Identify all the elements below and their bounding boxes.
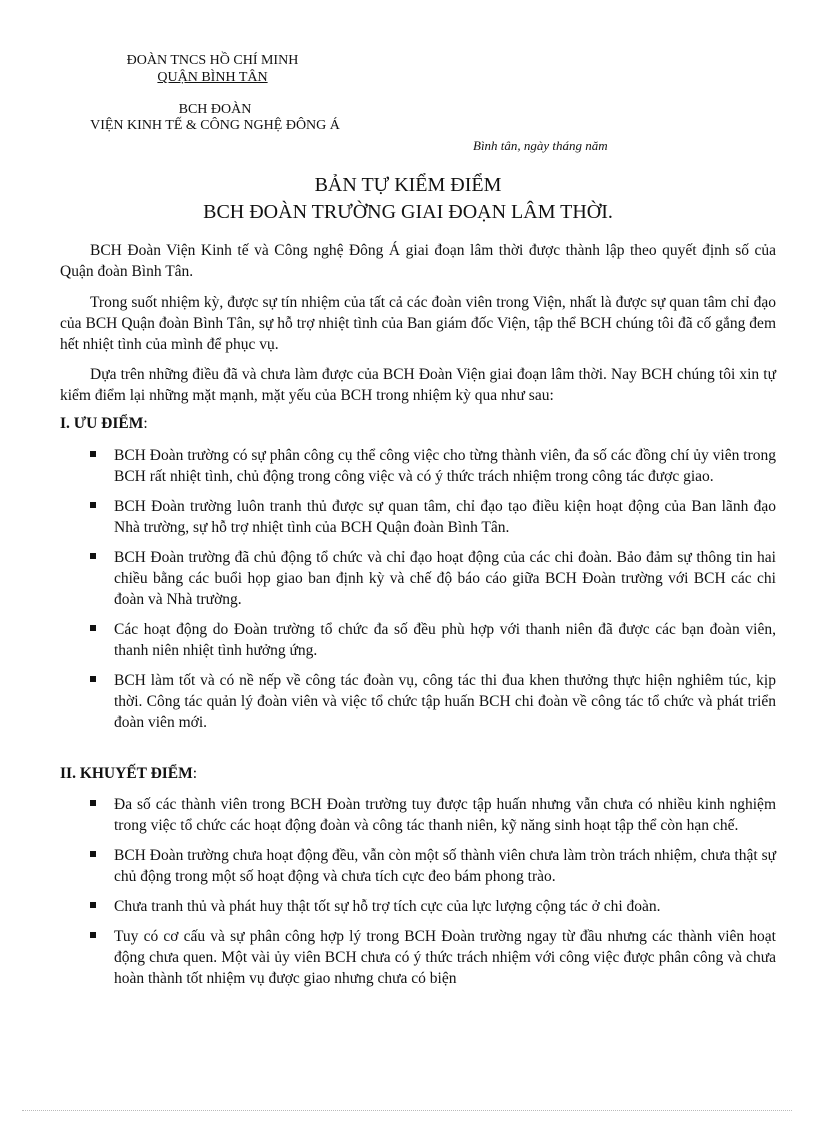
list-item-text: BCH Đoàn trường chưa hoạt động đều, vẫn còn một số thành viên chưa làm tròn trách nhiệm, chưa thật sự chủ động trong một số hoạt động và chưa tích cực đeo bám phong trào.	[114, 847, 776, 885]
date-line: Bình tân, ngày tháng năm	[473, 138, 608, 153]
strengths-list	[60, 445, 776, 742]
list-item-text: BCH làm tốt và có nề nếp về công tác đoàn vụ, công tác thi đua khen thưởng thực hiện nghiêm túc, kịp thời. Công tác quản lý đoàn viên và việc tổ chức tập huấn BCH chi đoàn về công tác tổ chức và phát triển đoàn viên mới.	[114, 672, 776, 731]
square-bullet-icon	[90, 502, 96, 508]
institute-name: VIỆN KINH TẾ & CÔNG NGHỆ ĐÔNG Á	[90, 118, 340, 133]
section-heading-strengths	[60, 415, 148, 433]
square-bullet-icon	[90, 625, 96, 631]
square-bullet-icon	[90, 800, 96, 806]
section-heading-text: II. KHUYẾT ĐIỂM	[60, 765, 193, 782]
document-title: BẢN TỰ KIỂM ĐIỂM	[314, 174, 502, 196]
square-bullet-icon	[90, 676, 96, 682]
intro-paragraph: BCH Đoàn Viện Kinh tế và Công nghệ Đông Á giai đoạn lâm thời được thành lập theo quyết định số của Quận đoàn Bình Tân.	[60, 242, 776, 280]
weaknesses-list	[60, 794, 776, 998]
org-name: ĐOÀN TNCS HỒ CHÍ MINH	[126, 53, 299, 68]
square-bullet-icon	[90, 851, 96, 857]
list-item	[60, 670, 776, 733]
square-bullet-icon	[90, 932, 96, 938]
section-heading-colon: :	[143, 415, 148, 432]
list-item	[60, 845, 776, 887]
list-item	[60, 445, 776, 487]
list-item-text: BCH Đoàn trường đã chủ động tổ chức và chỉ đạo hoạt động của các chi đoàn. Bảo đảm sự thông tin hai chiều bằng các buổi họp giao ban định kỳ và chế độ báo cáo giữa BCH Đoàn trường với BCH các chi đoàn và Nhà trường.	[114, 549, 776, 608]
district-name-text: QUẬN BÌNH TÂN	[157, 70, 268, 85]
section-heading-colon: :	[192, 765, 198, 782]
section-heading-text: I. ƯU ĐIỂM	[60, 415, 144, 432]
district-name	[105, 69, 320, 86]
list-item-text: Đa số các thành viên trong BCH Đoàn trường tuy được tập huấn nhưng vẫn chưa có nhiều kinh nghiệm trong việc tổ chức các hoạt động đoàn và công tác thanh niên, kỹ năng sinh hoạt tập thể còn hạn chế.	[114, 796, 776, 834]
list-item-text: Tuy có cơ cấu và sự phân công hợp lý trong BCH Đoàn trường ngay từ đầu nhưng các thành viên hoạt động chưa quen. Một vài ủy viên BCH chưa có ý thức trách nhiệm với công việc được phân công và chưa hoàn thành tốt nhiệm vụ được giao nhưng chưa có biện	[114, 928, 776, 987]
list-item-text: BCH Đoàn trường luôn tranh thủ được sự quan tâm, chỉ đạo tạo điều kiện hoạt động của Ban lãnh đạo Nhà trường, sự hỗ trợ nhiệt tình của BCH Quận đoàn Bình Tân.	[114, 498, 776, 536]
list-item	[60, 547, 776, 610]
committee-name: BCH ĐOÀN	[178, 102, 252, 117]
list-item-text: BCH Đoàn trường có sự phân công cụ thể công việc cho từng thành viên, đa số các đồng chí ủy viên trong BCH rất nhiệt tình, chủ động trong công việc và có ý thức trách nhiệm trong công tác được giao.	[114, 447, 776, 485]
list-item	[60, 619, 776, 661]
list-item	[60, 496, 776, 538]
list-item-text: Các hoạt động do Đoàn trường tổ chức đa số đều phù hợp với thanh niên đã được các bạn đoàn viên, thanh niên nhiệt tình hưởng ứng.	[114, 621, 776, 659]
document-subtitle: BCH ĐOÀN TRƯỜNG GIAI ĐOẠN LÂM THỜI.	[203, 201, 613, 223]
list-item-text: Chưa tranh thủ và phát huy thật tốt sự hỗ trợ tích cực của lực lượng cộng tác ở chi đoàn.	[114, 898, 661, 915]
list-item	[60, 794, 776, 836]
section-heading-weaknesses	[60, 765, 197, 783]
square-bullet-icon	[90, 553, 96, 559]
intro-paragraph: Dựa trên những điều đã và chưa làm được của BCH Đoàn Viện giai đoạn lâm thời. Nay BCH chúng tôi xin tự kiểm điểm lại những mặt mạnh, mặt yếu của BCH trong nhiệm kỳ qua như sau:	[60, 366, 776, 404]
square-bullet-icon	[90, 902, 96, 908]
list-item	[60, 896, 776, 917]
square-bullet-icon	[90, 451, 96, 457]
page-divider	[22, 1110, 792, 1111]
list-item	[60, 926, 776, 989]
intro-paragraph: Trong suốt nhiệm kỳ, được sự tín nhiệm của tất cả các đoàn viên trong Viện, nhất là được sự quan tâm chỉ đạo của BCH Quận đoàn Bình Tân, sự hỗ trợ nhiệt tình của Ban giám đốc Viện, tập thể BCH chúng tôi đã cố gắng đem hết nhiệt tình của mình để phục vụ.	[60, 294, 776, 353]
